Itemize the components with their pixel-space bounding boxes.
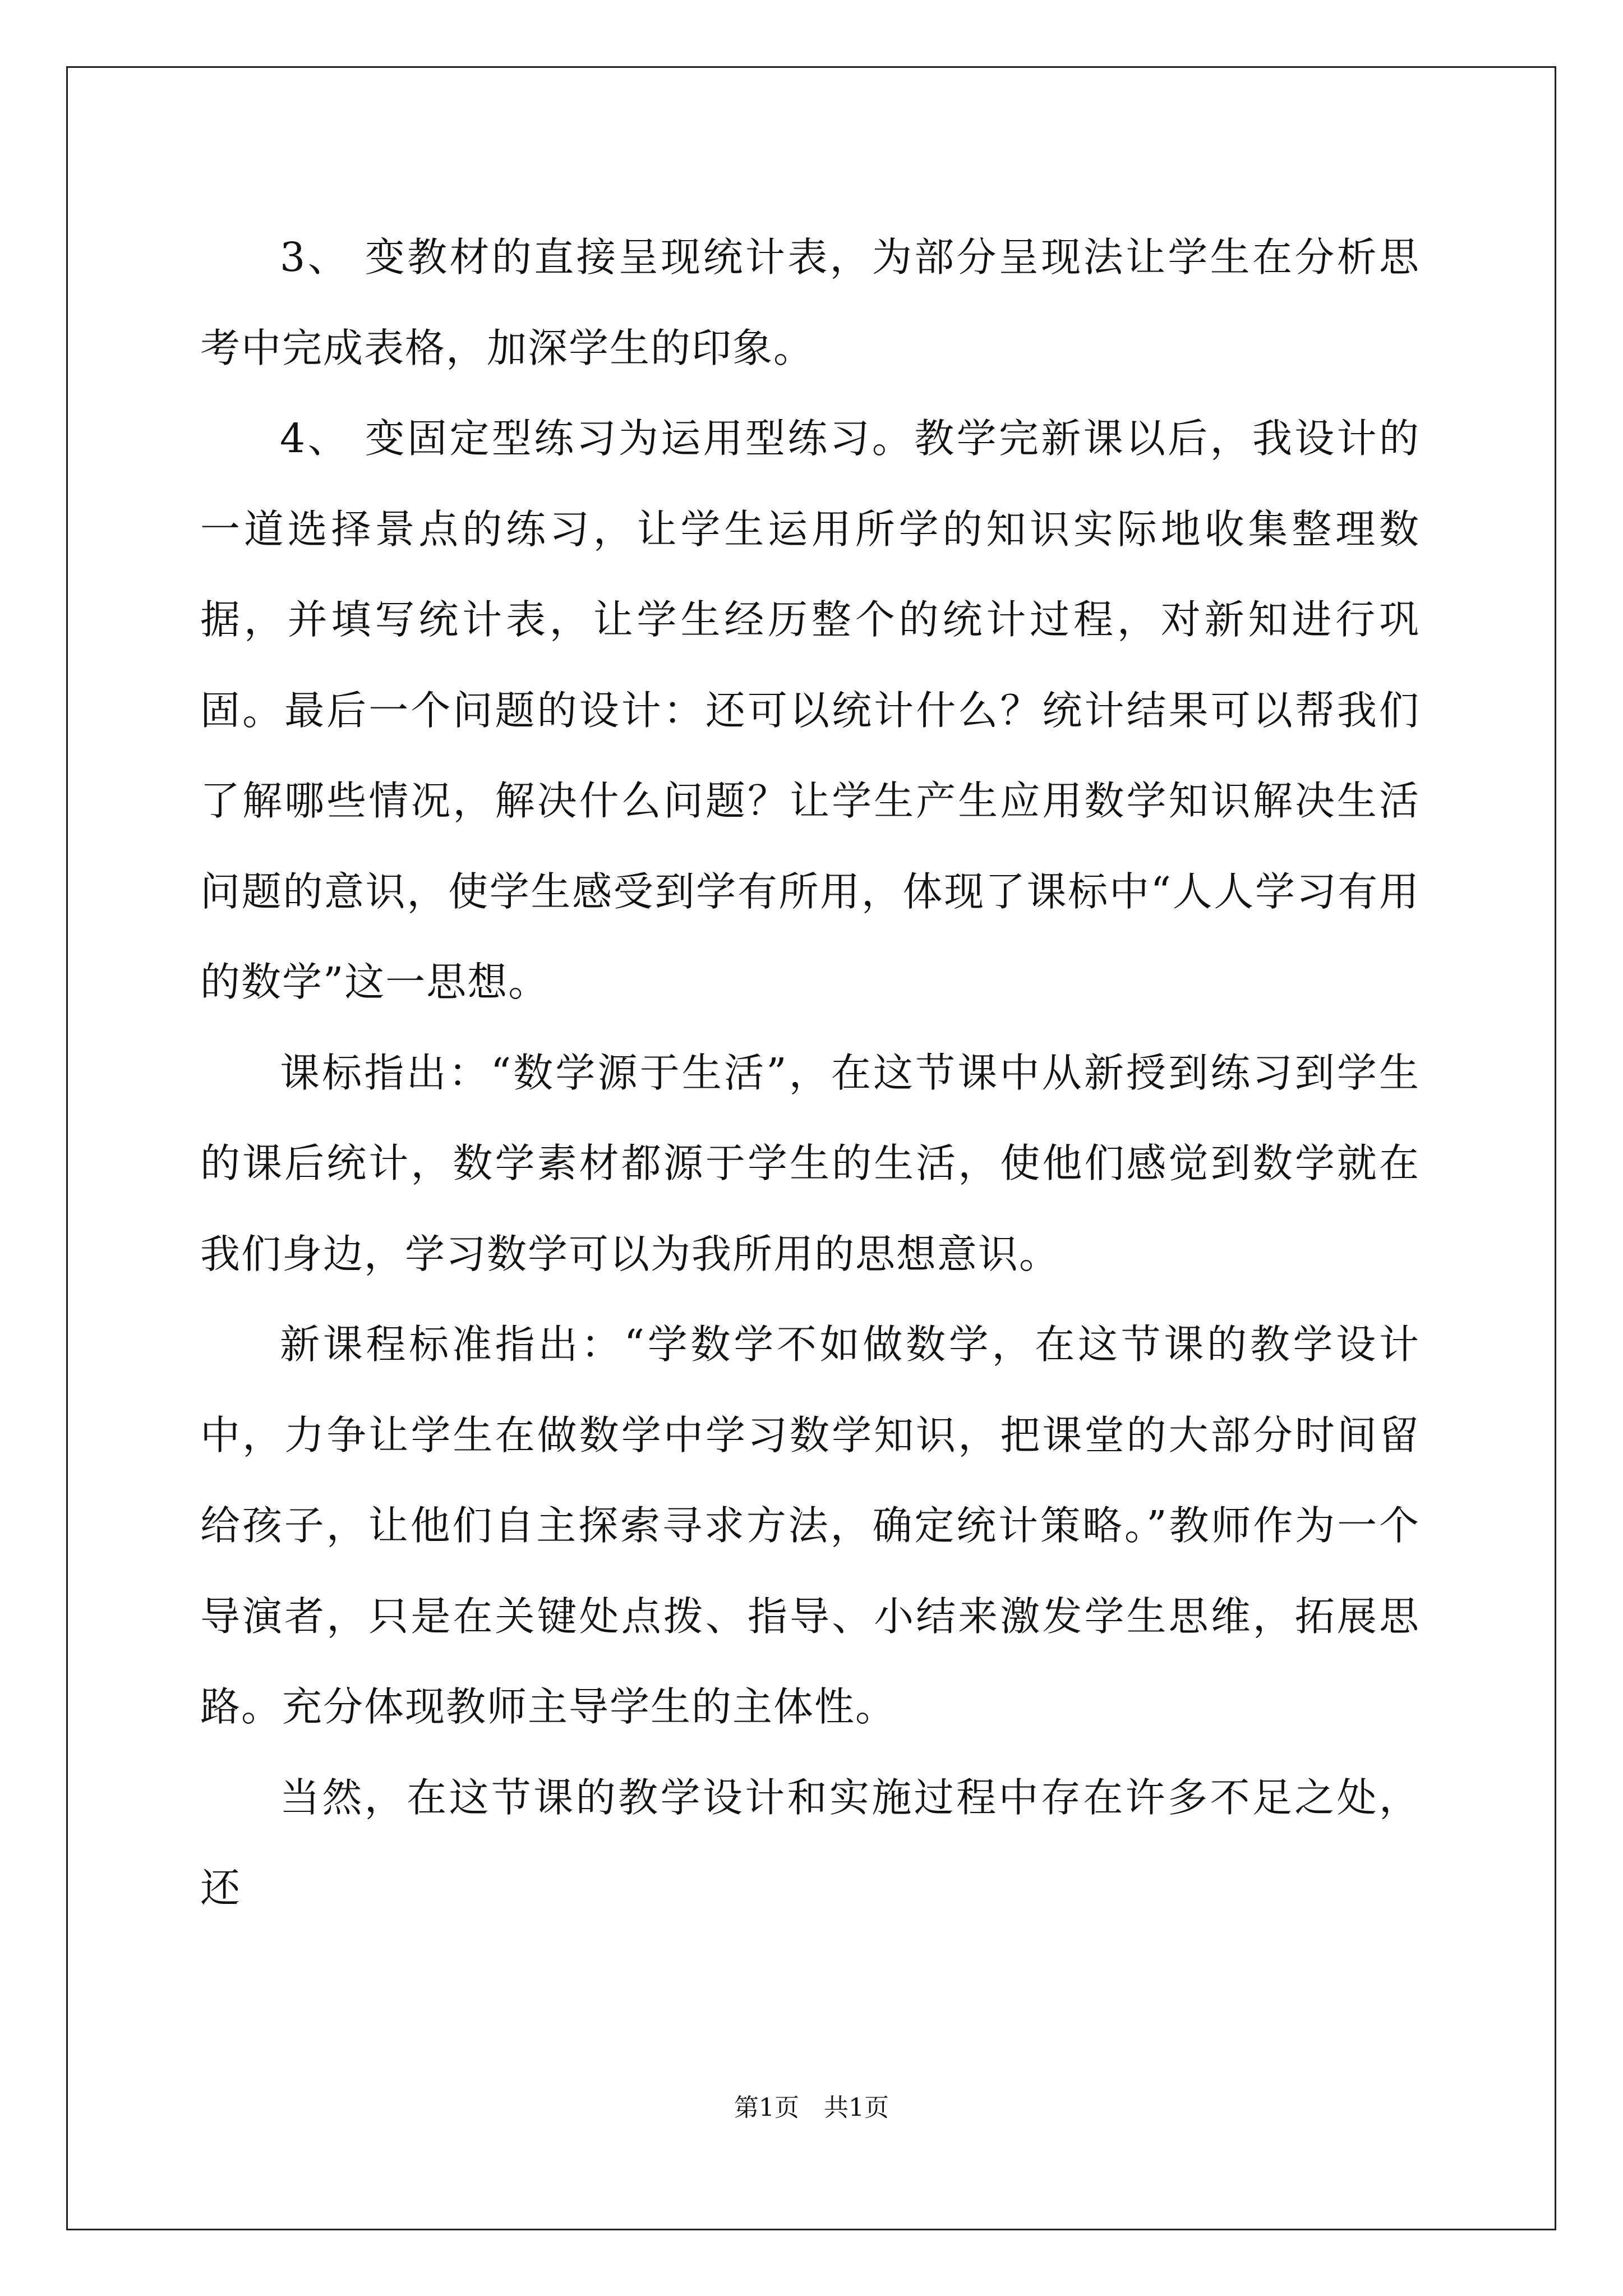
paragraph-item-4: 4、 变固定型练习为运用型练习。教学完新课以后，我设计的一道选择景点的练习，让学生运用所学的知识实际地收集整理数据，并填写统计表，让学生经历整个的统计过程，对新知进行巩固。最后一个问题的设计：还可以统计什么？统计结果可以帮我们了解哪些情况，解决什么问题？让学生产生应用数学知识解决生活问题的意识，使学生感受到学有所用，体现了课标中“人人学习有用的数学”这一思想。 <box>200 415 1420 1005</box>
paragraph-item-3: 3、 变教材的直接呈现统计表，为部分呈现法让学生在分析思考中完成表格，加深学生的印象。 <box>200 234 1420 371</box>
paragraph-curriculum-standard: 课标指出：“数学源于生活”，在这节课中从新授到练习到学生的课后统计，数学素材都源于学生的生活，使他们感觉到数学就在我们身边，学习数学可以为我所用的思想意识。 <box>200 1049 1420 1277</box>
paragraph-new-curriculum: 新课程标准指出：“学数学不如做数学，在这节课的教学设计中，力争让学生在做数学中学习数学知识，把课堂的大部分时间留给孩子，让他们自主探索寻求方法，确定统计策略。”教师作为一个导演者，只是在关键处点拨、指导、小结来激发学生思维，拓展思路。充分体现教师主导学生的主体性。 <box>200 1321 1420 1730</box>
paragraph-shortcomings: 当然，在这节课的教学设计和实施过程中存在许多不足之处，还 <box>200 1774 1420 1911</box>
page-footer: 第1页 共1页 <box>734 2093 889 2122</box>
document-body <box>200 212 1420 1934</box>
